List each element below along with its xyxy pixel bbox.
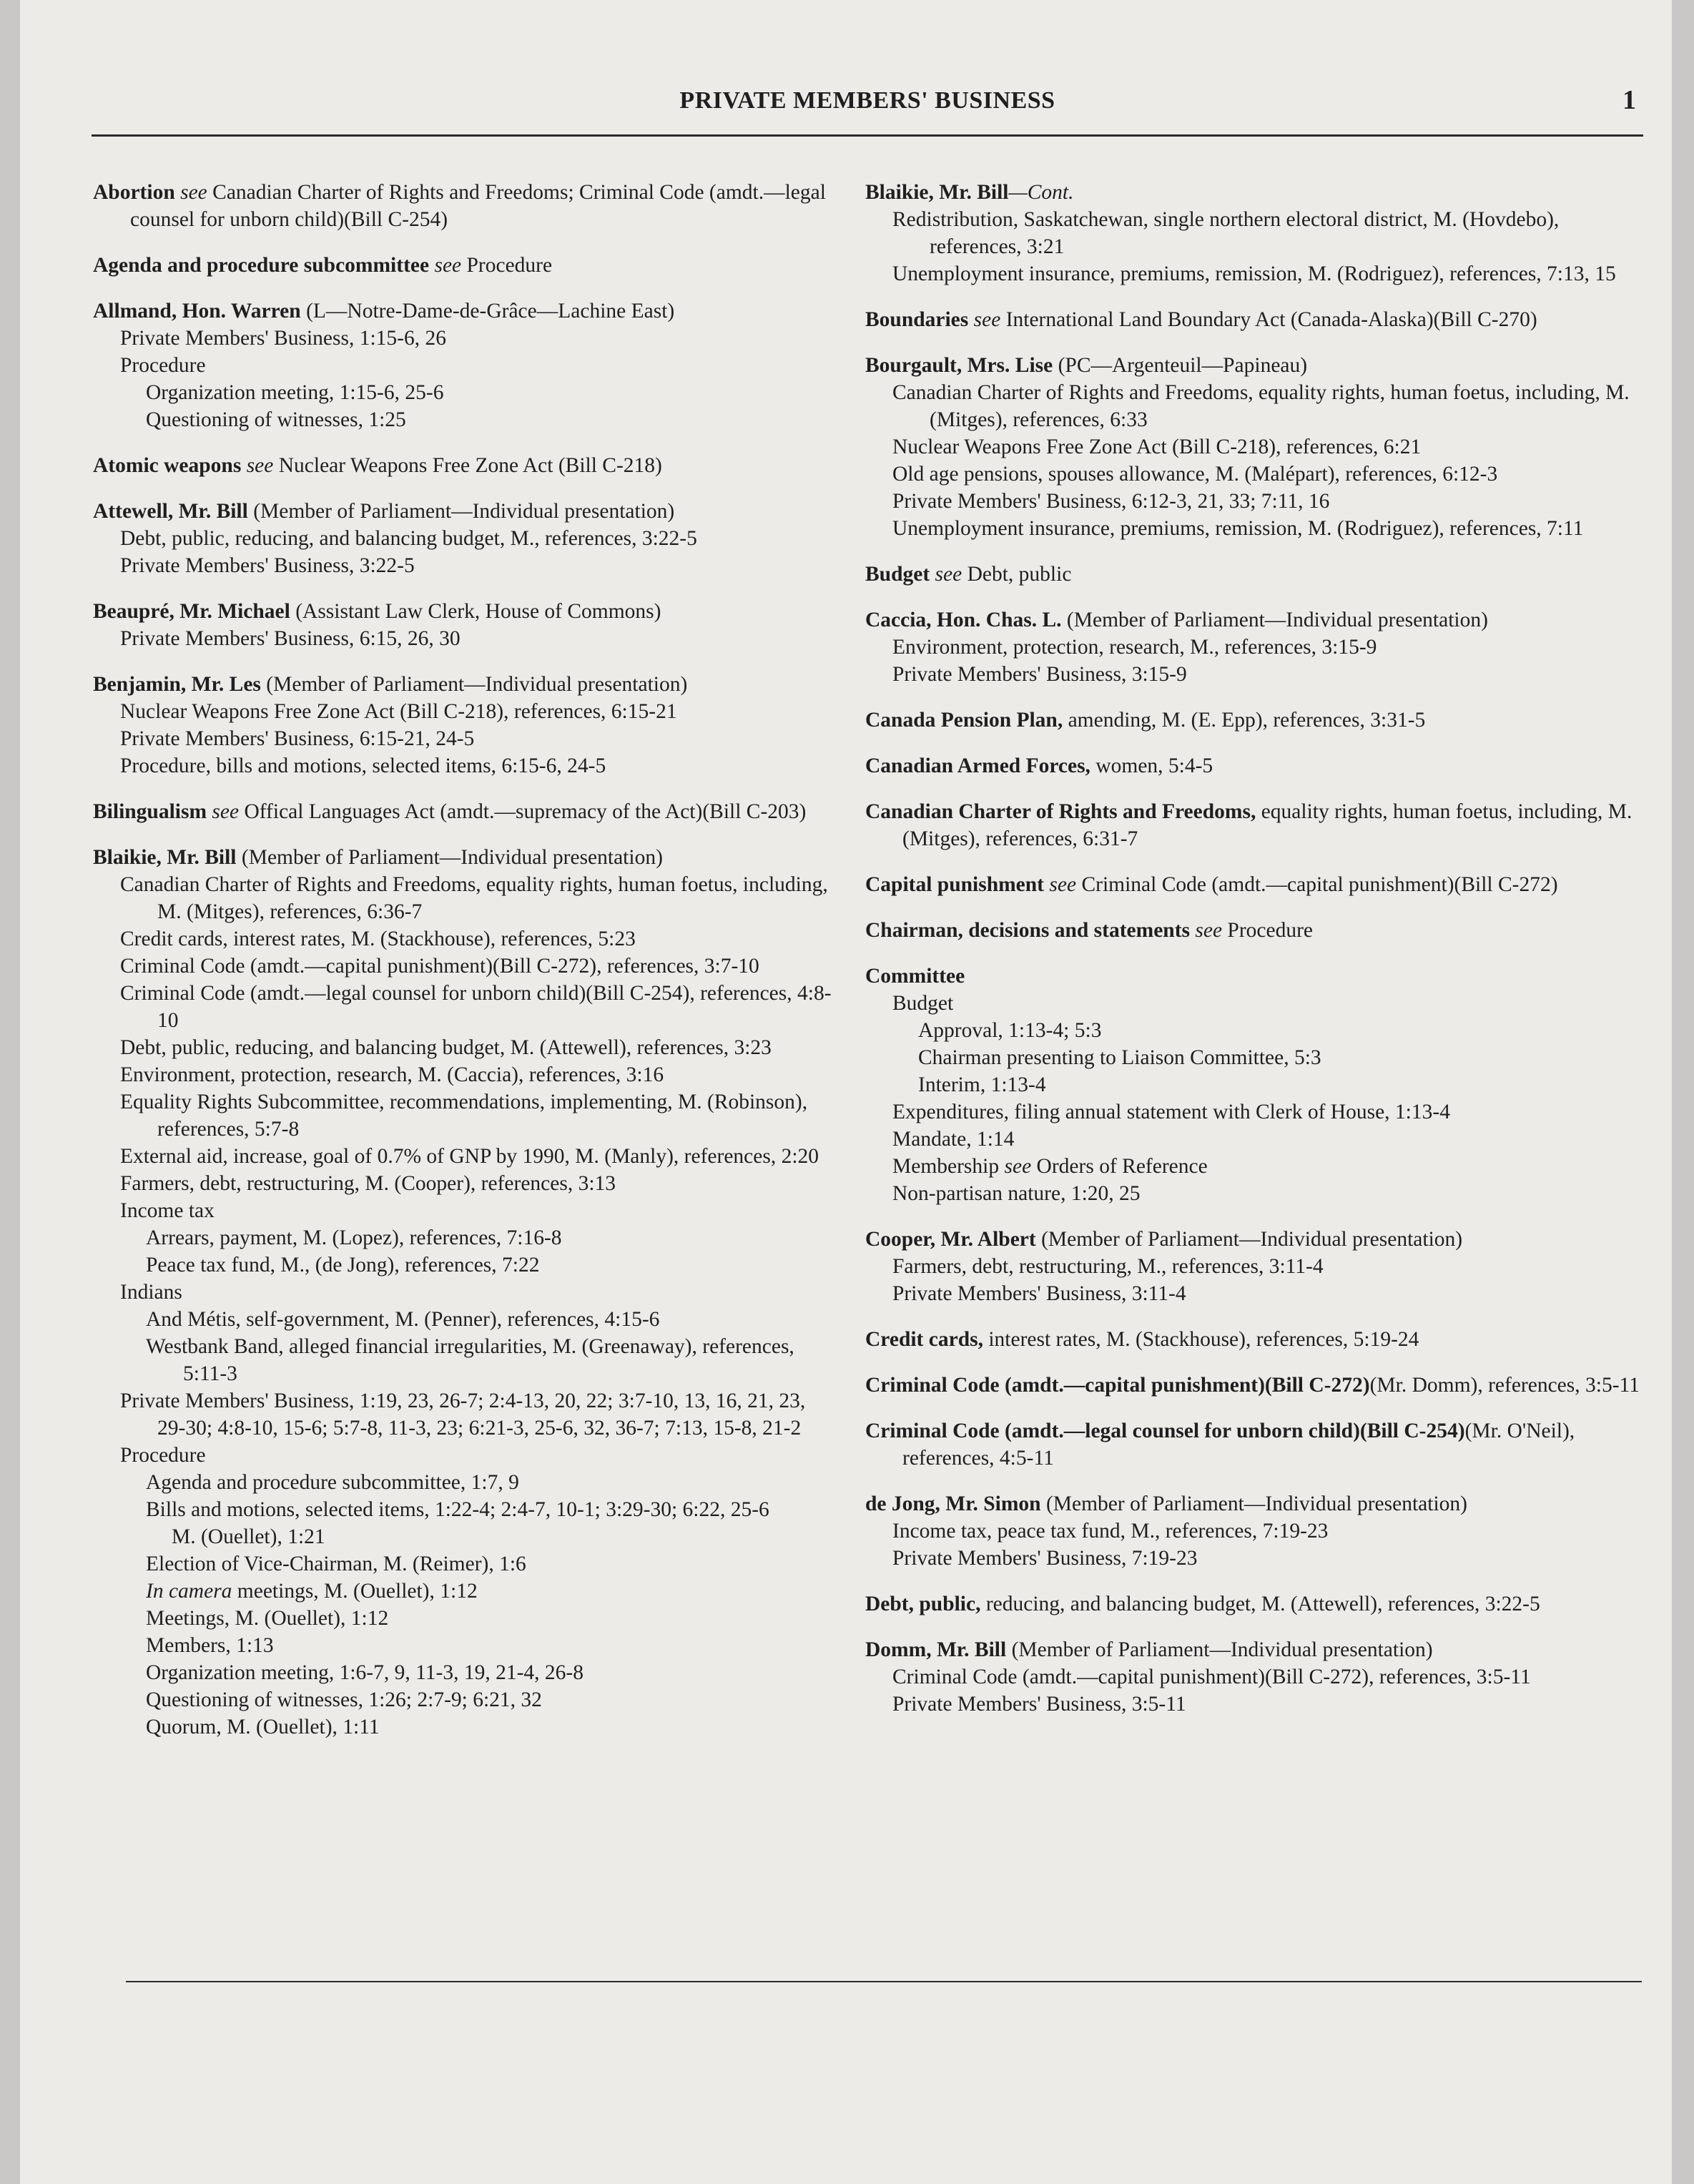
index-entry: Committee Budget Approval, 1:13-4; 5:3 Chairman presenting to Liaison Committee, 5:3 Interim, 1:13-4 Expenditures, filing annual statement with Clerk of House, 1:13-4 Mandate, 1:14 Membership see Orders of Reference Non-partisan nature, 1:20, 25 [865,963,1652,1207]
subentry: Private Members' Business, 3:5-11 [892,1693,1186,1716]
index-entry: Canadian Armed Forces, women, 5:4-5 [865,754,1213,777]
left-column [93,179,837,1759]
subentry: Nuclear Weapons Free Zone Act (Bill C-218), references, 6:15-21 [120,700,677,723]
subentry: Meetings, M. (Ouellet), 1:12 [146,1607,389,1630]
subentry: Criminal Code (amdt.—legal counsel for unborn child)(Bill C-254), references, 4:8-10 [120,982,832,1032]
subentry: Agenda and procedure subcommittee, 1:7, 9 [146,1471,519,1494]
index-entry: Capital punishment see Criminal Code (amdt.—capital punishment)(Bill C-272) [865,873,1558,896]
index-entry: Agenda and procedure subcommittee see Procedure [93,254,553,277]
subentry: Procedure [120,354,206,377]
index-entry: Canadian Charter of Rights and Freedoms, equality rights, human foetus, including, M. (Mitges), references, 6:31-7 [865,800,1633,850]
subentry: Indians [120,1281,182,1304]
index-entry: Bilingualism see Offical Languages Act (amdt.—supremacy of the Act)(Bill C-203) [93,800,807,823]
page-number: 1 [1622,85,1636,115]
subentry: Expenditures, filing annual statement with Clerk of House, 1:13-4 [892,1101,1450,1123]
page-header [92,84,1643,137]
index-entry: Beaupré, Mr. Michael (Assistant Law Clerk, House of Commons) Private Members' Business, 6:15, 26, 30 [93,598,837,652]
index-entry: Criminal Code (amdt.—legal counsel for unborn child)(Bill C-254)(Mr. O'Neil), references, 4:5-11 [865,1420,1575,1470]
subentry: Debt, public, reducing, and balancing budget, M., references, 3:22-5 [120,527,697,550]
subentry: Equality Rights Subcommittee, recommendations, implementing, M. (Robinson), references, 5:7-8 [120,1091,808,1141]
subentry: Environment, protection, research, M., references, 3:15-9 [892,636,1377,659]
subentry: Questioning of witnesses, 1:25 [146,408,406,431]
subentry: Private Members' Business, 7:19-23 [892,1547,1198,1570]
subentry: Non-partisan nature, 1:20, 25 [892,1182,1141,1205]
subentry: Private Members' Business, 6:12-3, 21, 33; 7:11, 16 [892,490,1330,513]
subentry: Peace tax fund, M., (de Jong), references, 7:22 [146,1254,540,1277]
index-entry: Allmand, Hon. Warren (L—Notre-Dame-de-Grâce—Lachine East) Private Members' Business, 1:15-6, 26 Procedure Organization meeting, 1:15-6, 25-6 Questioning of witnesses, 1:25 [93,297,837,433]
subentry: Income tax [120,1199,215,1222]
index-entry: Blaikie, Mr. Bill—Cont. Redistribution, Saskatchewan, single northern electoral district, M. (Hovdebo), references, 3:21 Unemployment insurance, premiums, remission, M. (Rodriguez), references, 7:13, 15 [865,179,1652,287]
subentry: Questioning of witnesses, 1:26; 2:7-9; 6:21, 32 [146,1688,542,1711]
index-entry: Credit cards, interest rates, M. (Stackhouse), references, 5:19-24 [865,1328,1419,1351]
subentry: And Métis, self-government, M. (Penner), references, 4:15-6 [146,1308,660,1331]
index-entry: Canada Pension Plan, amending, M. (E. Epp), references, 3:31-5 [865,709,1426,732]
subentry: Arrears, payment, M. (Lopez), references, 7:16-8 [146,1226,562,1249]
subentry: Interim, 1:13-4 [918,1073,1046,1096]
subentry: External aid, increase, goal of 0.7% of GNP by 1990, M. (Manly), references, 2:20 [120,1145,819,1168]
index-entry: Caccia, Hon. Chas. L. (Member of Parliament—Individual presentation) Environment, protection, research, M., references, 3:15-9 Private Members' Business, 3:15-9 [865,606,1652,688]
index-entry: Benjamin, Mr. Les (Member of Parliament—Individual presentation) Nuclear Weapons Free Zone Act (Bill C-218), references, 6:15-21 Private Members' Business, 6:15-21, 24-5 Procedure, bills and motions, selected items, 6:15-6, 24-5 [93,671,837,779]
subentry: Approval, 1:13-4; 5:3 [918,1019,1102,1042]
subentry: Criminal Code (amdt.—capital punishment)(Bill C-272), references, 3:5-11 [892,1666,1531,1688]
subentry: Credit cards, interest rates, M. (Stackhouse), references, 5:23 [120,928,636,950]
subentry: Canadian Charter of Rights and Freedoms, equality rights, human foetus, including, M. (Mitges), references, 6:33 [892,381,1630,431]
subentry: Nuclear Weapons Free Zone Act (Bill C-218), references, 6:21 [892,436,1422,458]
index-entry: Domm, Mr. Bill (Member of Parliament—Individual presentation) Criminal Code (amdt.—capital punishment)(Bill C-272), references, 3:5-11 Private Members' Business, 3:5-11 [865,1636,1652,1718]
subentry: Debt, public, reducing, and balancing budget, M. (Attewell), references, 3:23 [120,1036,772,1059]
subentry: Farmers, debt, restructuring, M., references, 3:11-4 [892,1255,1324,1278]
subentry: Election of Vice-Chairman, M. (Reimer), 1:6 [146,1553,526,1575]
subentry: Redistribution, Saskatchewan, single northern electoral district, M. (Hovdebo), references, 3:21 [892,208,1560,258]
subentry: Procedure [120,1444,206,1467]
subentry: Criminal Code (amdt.—capital punishment)(Bill C-272), references, 3:7-10 [120,955,759,978]
index-entry: de Jong, Mr. Simon (Member of Parliament—Individual presentation) Income tax, peace tax fund, M., references, 7:19-23 Private Members' Business, 7:19-23 [865,1490,1652,1572]
index-entry: Bourgault, Mrs. Lise (PC—Argenteuil—Papineau) Canadian Charter of Rights and Freedoms, equality rights, human foetus, including, M. (Mitges), references, 6:33 Nuclear Weapons Free Zone Act (Bill C-218), references, 6:21 Old age pensions, spouses allowance, M. (Malépart), references, 6:12-3 Private Members' Business, 6:12-3, 21, 33; 7:11, 16 Unemployment insurance, premiums, remission, M. (Rodriguez), references, 7:11 [865,352,1652,542]
index-entry: Atomic weapons see Nuclear Weapons Free Zone Act (Bill C-218) [93,454,662,477]
subentry: Budget [892,992,954,1015]
subentry: Organization meeting, 1:6-7, 9, 11-3, 19, 21-4, 26-8 [146,1661,584,1684]
subentry: Organization meeting, 1:15-6, 25-6 [146,381,444,404]
subentry: Private Members' Business, 3:11-4 [892,1282,1186,1305]
index-entry: Boundaries see International Land Boundary Act (Canada-Alaska)(Bill C-270) [865,308,1537,331]
index-entry: Chairman, decisions and statements see Procedure [865,919,1314,942]
subentry: Membership see Orders of Reference [892,1155,1208,1178]
subentry: Chairman presenting to Liaison Committee, 5:3 [918,1046,1321,1069]
subentry: Canadian Charter of Rights and Freedoms, equality rights, human foetus, including, M. (Mitges), references, 6:36-7 [120,873,828,923]
subentry: Private Members' Business, 6:15-21, 24-5 [120,727,475,750]
subentry: Private Members' Business, 3:22-5 [120,554,415,577]
index-entry: Blaikie, Mr. Bill (Member of Parliament—Individual presentation) Canadian Charter of Rights and Freedoms, equality rights, human foetus, including, M. (Mitges), references, 6:36-7 Credit cards, interest rates, M. (Stackhouse), references, 5:23 Criminal Code (amdt.—capital punishment)(Bill C-272), references, 3:7-10 Criminal Code (amdt.—legal counsel for unborn child)(Bill C-254), references, 4:8-10 Debt, public, reducing, and balancing budget, M. (Attewell), references, 3:23 Environment, protection, research, M. (Caccia), references, 3:16 Equality Rights Subcommittee, recommendations, implementing, M. (Robinson), references, 5:7-8 External aid, increase, goal of 0.7% of GNP by 1990, M. (Manly), references, 2:20 Farmers, debt, restructuring, M. (Cooper), references, 3:13 Income tax Arrears, payment, M. (Lopez), references, 7:16-8 Peace tax fund, M., (de Jong), references, 7:22 Indians And Métis, self-government, M. (Penner), references, 4:15-6 Westbank Band, alleged financial irregularities, M. (Greenaway), references, 5:11-3 Private Members' Business, 1:19, 23, 26-7; 2:4-13, 20, 22; 3:7-10, 13, 16, 21, 23, 29-30; 4:8-10, 15-6; 5:7-8, 11-3, 23; 6:21-3, 25-6, 32, 36-7; 7:13, 15-8, 21-2 Procedure Agenda and procedure subcommittee, 1:7, 9 Bills and motions, selected items, 1:22-4; 2:4-7, 10-1; 3:29-30; 6:22, 25-6 M. (Ouellet), 1:21 Election of Vice-Chairman, M. (Reimer), 1:6 In camera meetings, M. (Ouellet), 1:12 Meetings, M. (Ouellet), 1:12 Members, 1:13 Organization meeting, 1:6-7, 9, 11-3, 19, 21-4, 26-8 Questioning of witnesses, 1:26; 2:7-9; 6:21, 32 Quorum, M. (Ouellet), 1:11 [93,844,837,1741]
subentry: In camera meetings, M. (Ouellet), 1:12 [146,1580,478,1603]
right-column [865,179,1652,1736]
subentry: Farmers, debt, restructuring, M. (Cooper), references, 3:13 [120,1172,616,1195]
subentry: Mandate, 1:14 [892,1128,1015,1151]
index-page [20,0,1672,2184]
index-entry: Abortion see Canadian Charter of Rights and Freedoms; Criminal Code (amdt.—legal counsel for unborn child)(Bill C-254) [93,181,826,231]
subentry: Unemployment insurance, premiums, remission, M. (Rodriguez), references, 7:13, 15 [892,262,1616,285]
subentry: Environment, protection, research, M. (Caccia), references, 3:16 [120,1063,664,1086]
index-entry: Attewell, Mr. Bill (Member of Parliament—Individual presentation) Debt, public, reducing, and balancing budget, M., references, 3:22-5 Private Members' Business, 3:22-5 [93,498,837,579]
subentry: Private Members' Business, 1:15-6, 26 [120,327,446,350]
index-entry: Budget see Debt, public [865,563,1072,586]
subentry: Private Members' Business, 3:15-9 [892,663,1187,686]
subentry: Procedure, bills and motions, selected items, 6:15-6, 24-5 [120,754,606,777]
subentry: Private Members' Business, 1:19, 23, 26-7; 2:4-13, 20, 22; 3:7-10, 13, 16, 21, 23, 29-30; 4:8-10, 15-6; 5:7-8, 11-3, 23; 6:21-3, 25-6, 32, 36-7; 7:13, 15-8, 21-2 [120,1389,806,1440]
index-entry: Debt, public, reducing, and balancing budget, M. (Attewell), references, 3:22-5 [865,1593,1540,1615]
index-entry: Cooper, Mr. Albert (Member of Parliament—Individual presentation) Farmers, debt, restructuring, M., references, 3:11-4 Private Members' Business, 3:11-4 [865,1226,1652,1307]
index-entry: Criminal Code (amdt.—capital punishment)(Bill C-272)(Mr. Domm), references, 3:5-11 [865,1374,1640,1397]
subentry: Bills and motions, selected items, 1:22-4; 2:4-7, 10-1; 3:29-30; 6:22, 25-6 [146,1498,769,1521]
subentry: Old age pensions, spouses allowance, M. (Malépart), references, 6:12-3 [892,463,1498,486]
subentry: Westbank Band, alleged financial irregularities, M. (Greenaway), references, 5:11-3 [146,1335,794,1385]
subentry: Income tax, peace tax fund, M., references, 7:19-23 [892,1520,1329,1543]
footer-rule [126,1981,1642,1982]
subentry: Unemployment insurance, premiums, remission, M. (Rodriguez), references, 7:11 [892,517,1584,540]
page-title: PRIVATE MEMBERS' BUSINESS [679,87,1055,114]
subentry: M. (Ouellet), 1:21 [172,1525,325,1548]
subentry: Private Members' Business, 6:15, 26, 30 [120,627,461,650]
subentry: Members, 1:13 [146,1634,274,1657]
subentry: Quorum, M. (Ouellet), 1:11 [146,1716,380,1738]
